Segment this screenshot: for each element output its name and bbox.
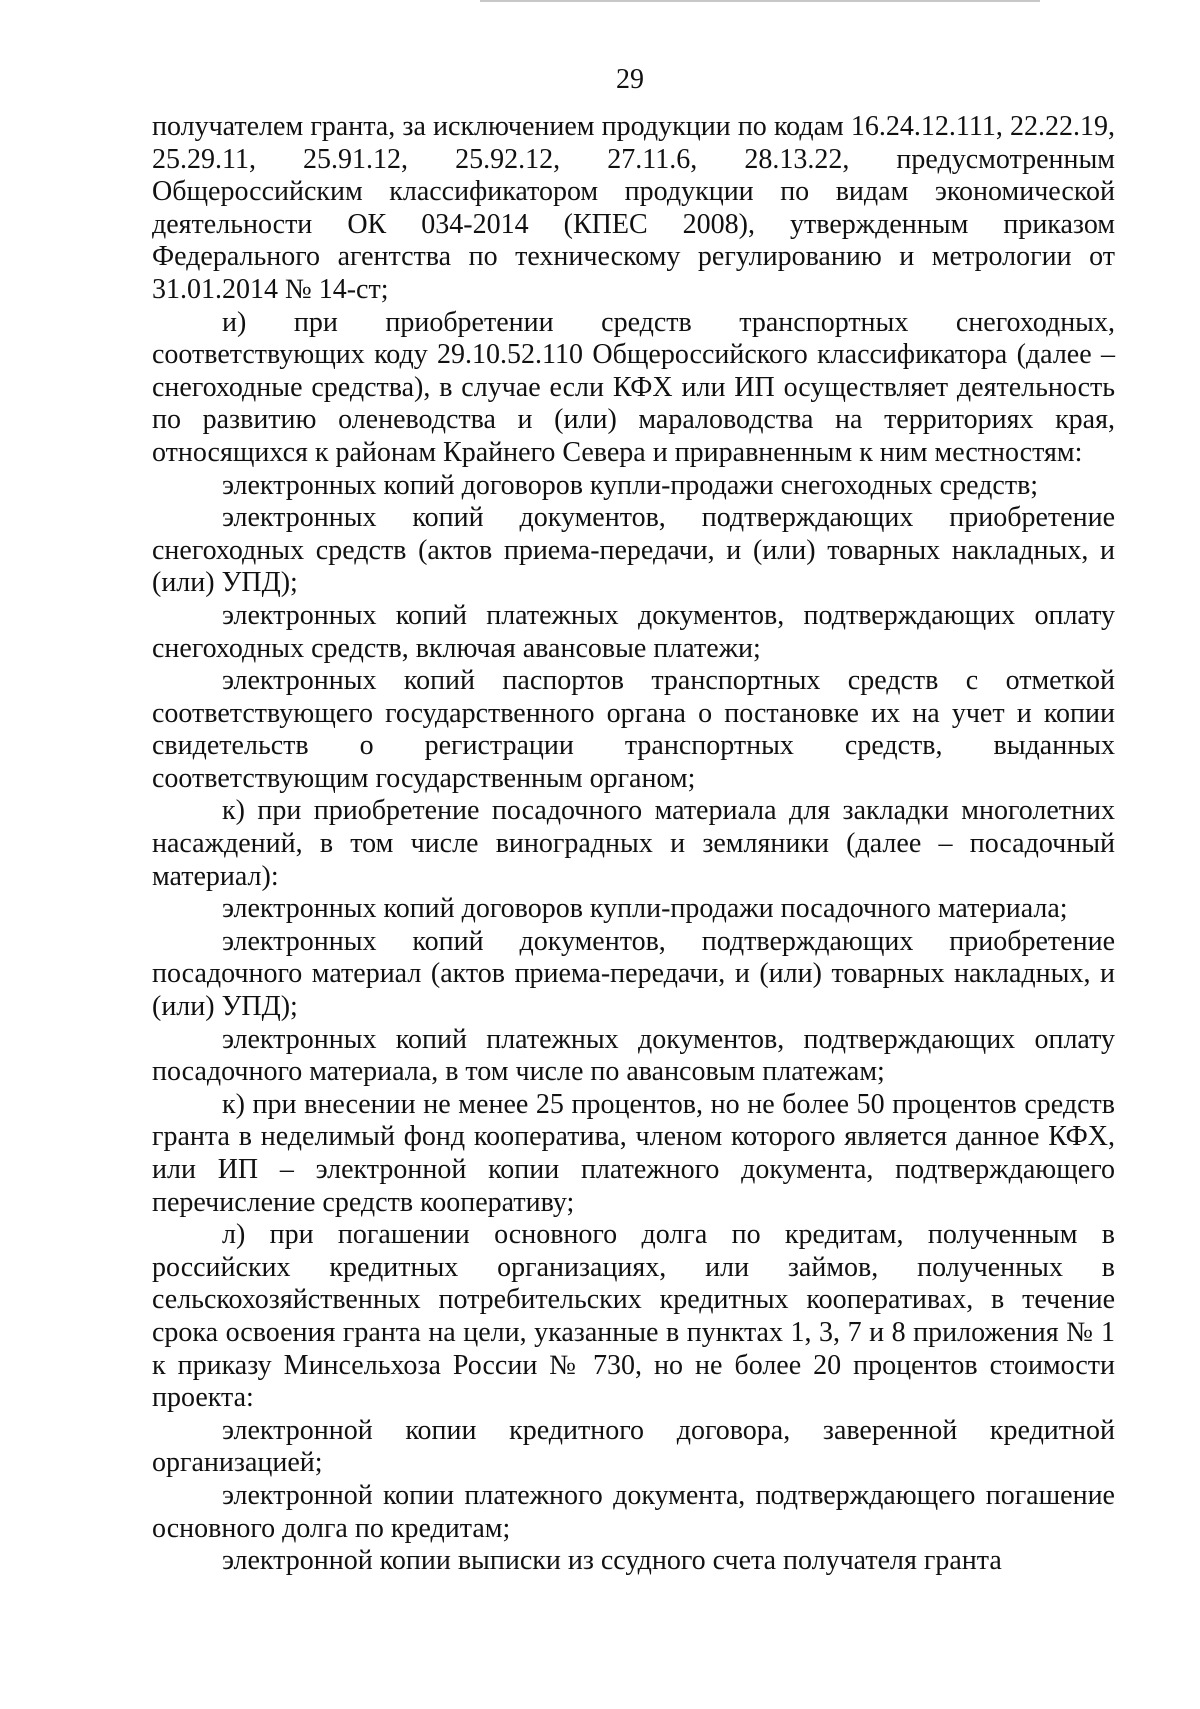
paragraph-continuation: получателем гранта, за исключением продукции по кодам 16.24.12.111, 22.22.19, 25.29.11, 25.91.12, 25.92.12, 27.11.6, 28.13.22, предусмотренным Общероссийским классификатором продукции по видам экономической деятельности ОК 034-2014 (КПЕС 2008), утвержденным приказом Федерального агентства по техническому регулированию и метрологии от 31.01.2014 № 14-ст;: [152, 111, 1115, 305]
paragraph: электронных копий платежных документов, подтверждающих оплату посадочного материала, в том числе по авансовым платежам;: [152, 1023, 1115, 1088]
paragraph-item-k: к) при приобретение посадочного материала для закладки многолетних насаждений, в том числе виноградных и земляники (далее – посадочный материал):: [152, 795, 1115, 892]
document-body: [152, 111, 1115, 1578]
paragraph-item-k-second: к) при внесении не менее 25 процентов, но не более 50 процентов средств гранта в неделимый фонд кооператива, членом которого является данное КФХ, или ИП – электронной копии платежного документа, подтверждающего перечисление средств кооперативу;: [152, 1088, 1115, 1218]
paragraph: электронных копий договоров купли-продажи снегоходных средств;: [222, 469, 1039, 501]
paragraph: электронной копии выписки из ссудного счета получателя гранта: [222, 1545, 1002, 1577]
paragraph: электронных копий документов, подтверждающих приобретение посадочного материал (актов приема-передачи, и (или) товарных накладных, и (или) УПД);: [152, 925, 1115, 1023]
paragraph: электронных копий платежных документов, подтверждающих оплату снегоходных средств, включая авансовые платежи;: [152, 599, 1115, 664]
page-number: 29: [616, 64, 644, 95]
paragraph: электронных копий паспортов транспортных средств с отметкой соответствующего государственного органа о постановке их на учет и копии свидетельств о регистрации транспортных средств, выданных соответствующим государственным органом;: [152, 665, 1115, 794]
paragraph-item-l: л) при погашении основного долга по кредитам, полученным в российских кредитных организациях, или займов, полученных в сельскохозяйственных потребительских кредитных кооперативах, в течение срока освоения гранта на цели, указанные в пунктах 1, 3, 7 и 8 приложения № 1 к приказу Минсельхоза России № 730, но не более 20 процентов стоимости проекта:: [152, 1219, 1115, 1414]
paragraph: электронных копий документов, подтверждающих приобретение снегоходных средств (актов приема-передачи, и (или) товарных накладных, и (или) УПД);: [152, 502, 1115, 599]
paragraph: электронной копии кредитного договора, заверенной кредитной организацией;: [152, 1414, 1115, 1479]
paragraph: электронной копии платежного документа, подтверждающего погашение основного долга по кредитам;: [152, 1479, 1115, 1544]
scan-top-edge-line: [480, 0, 1040, 2]
paragraph-item-i: и) при приобретении средств транспортных снегоходных, соответствующих коду 29.10.52.110 Общероссийского классификатора (далее – снегоходные средства), в случае если КФХ или ИП осуществляет деятельность по развитию оленеводства и (или) мараловодства на территориях края, относящихся к районам Крайнего Севера и приравненным к ним местностям:: [152, 306, 1115, 468]
paragraph: электронных копий договоров купли-продажи посадочного материала;: [222, 893, 1068, 925]
